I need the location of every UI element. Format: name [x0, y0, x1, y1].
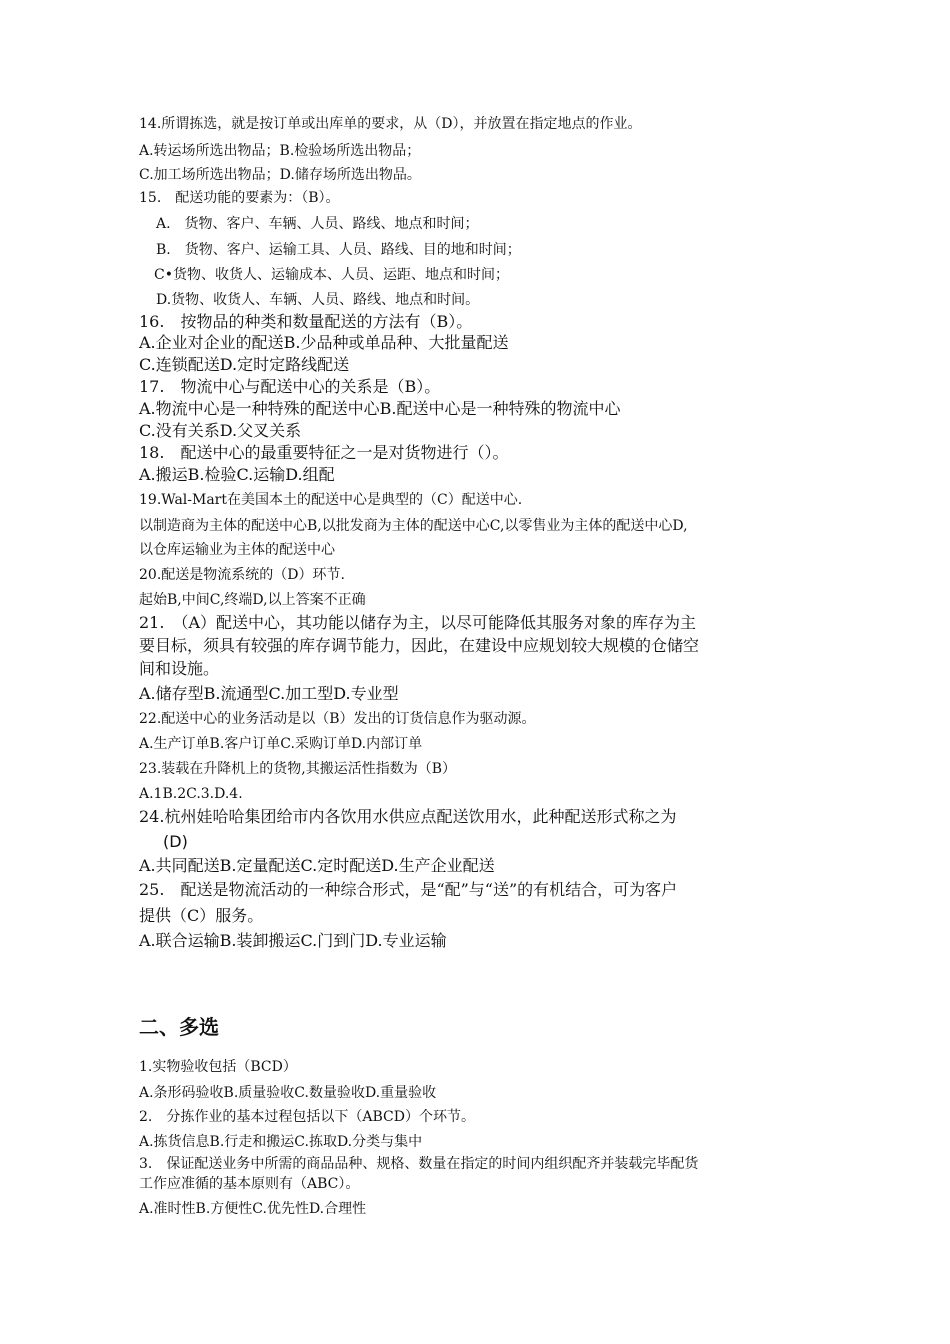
question-18-options: A.搬运B.检验C.运输D.组配 — [139, 465, 335, 484]
question-21-options: A.储存型B.流通型C.加工型D.专业型 — [139, 684, 399, 703]
question-24-line2: (D) — [163, 832, 188, 851]
question-14-options-cd: C.加工场所选出物品；D.储存场所选出物品。 — [139, 167, 421, 183]
question-25-line2: 提供（C）服务。 — [139, 906, 264, 925]
question-19-options-line1: 以制造商为主体的配送中心B,以批发商为主体的配送中心C,以零售业为主体的配送中心D, — [139, 518, 688, 534]
question-22: 22.配送中心的业务活动是以（B）发出的订货信息作为驱动源。 — [139, 711, 536, 727]
question-23: 23.装载在升降机上的货物,其搬运活性指数为（B） — [139, 761, 457, 777]
question-14: 14.所谓拣选，就是按订单或出库单的要求，从（D），并放置在指定地点的作业。 — [139, 116, 642, 132]
question-24-line1: 24.杭州娃哈哈集团给市内各饮用水供应点配送饮用水，此种配送形式称之为 — [139, 807, 677, 826]
question-19-options-line2: 以仓库运输业为主体的配送中心 — [139, 542, 335, 558]
mc-question-3-options: A.准时性B.方便性C.优先性D.合理性 — [139, 1201, 367, 1217]
question-18: 18. 配送中心的最重要特征之一是对货物进行（）。 — [139, 443, 509, 462]
mc-question-1-options: A.条形码验收B.质量验收C.数量验收D.重量验收 — [139, 1085, 437, 1101]
question-15: 15. 配送功能的要素为：（B）。 — [139, 190, 340, 206]
question-20: 20.配送是物流系统的（D）环节. — [139, 567, 345, 583]
question-17-options-ab: A.物流中心是一种特殊的配送中心B.配送中心是一种特殊的物流中心 — [139, 399, 621, 418]
mc-question-1: 1.实物验收包括（BCD） — [139, 1059, 297, 1075]
question-23-options: A.1B.2C.3.D.4. — [139, 786, 243, 802]
question-16-options-cd: C.连锁配送D.定时定路线配送 — [139, 355, 350, 374]
question-17: 17. 物流中心与配送中心的关系是（B）。 — [139, 377, 441, 396]
question-21-line1: 21. （A）配送中心，其功能以储存为主，以尽可能降低其服务对象的库存为主 — [139, 613, 697, 632]
section-heading-multiple-choice: 二、多选 — [139, 1015, 219, 1039]
question-14-options-ab: A.转运场所选出物品；B.检验场所选出物品； — [139, 143, 421, 159]
question-15-option-c: C•货物、收货人、运输成本、人员、运距、地点和时间； — [154, 267, 509, 283]
question-15-option-a: A. 货物、客户、车辆、人员、路线、地点和时间； — [156, 216, 479, 232]
question-25-options: A.联合运输B.装卸搬运C.门到门D.专业运输 — [139, 931, 447, 950]
mc-question-3-line1: 3. 保证配送业务中所需的商品品种、规格、数量在指定的时间内组织配齐并装载完毕配货 — [139, 1156, 699, 1172]
question-15-option-d: D.货物、收货人、车辆、人员、路线、地点和时间。 — [156, 292, 480, 308]
question-21-line3: 间和设施。 — [139, 659, 220, 678]
question-21-line2: 要目标，须具有较强的库存调节能力，因此，在建设中应规划较大规模的仓储空 — [139, 636, 700, 655]
question-25-line1: 25. 配送是物流活动的一种综合形式，是“配”与“送”的有机结合，可为客户 — [139, 880, 678, 899]
question-16: 16. 按物品的种类和数量配送的方法有（B）。 — [139, 312, 473, 331]
mc-question-2: 2. 分拣作业的基本过程包括以下（ABCD）个环节。 — [139, 1109, 475, 1125]
mc-question-3-line2: 工作应准循的基本原则有（ABC）。 — [139, 1176, 360, 1192]
question-22-options: A.生产订单B.客户订单C.采购订单D.内部订单 — [139, 736, 423, 752]
question-19: 19.Wal-Mart在美国本土的配送中心是典型的（C）配送中心. — [139, 492, 523, 508]
question-24-options: A.共同配送B.定量配送C.定时配送D.生产企业配送 — [139, 856, 495, 875]
question-17-options-cd: C.没有关系D.父叉关系 — [139, 421, 302, 440]
question-20-options: 起始B,中间C,终端D,以上答案不正确 — [139, 592, 366, 608]
mc-question-2-options: A.拣货信息B.行走和搬运C.拣取D.分类与集中 — [139, 1134, 423, 1150]
question-16-options-ab: A.企业对企业的配送B.少品种或单品种、大批量配送 — [139, 333, 509, 352]
question-15-option-b: B. 货物、客户、运输工具、人员、路线、目的地和时间； — [156, 242, 521, 258]
